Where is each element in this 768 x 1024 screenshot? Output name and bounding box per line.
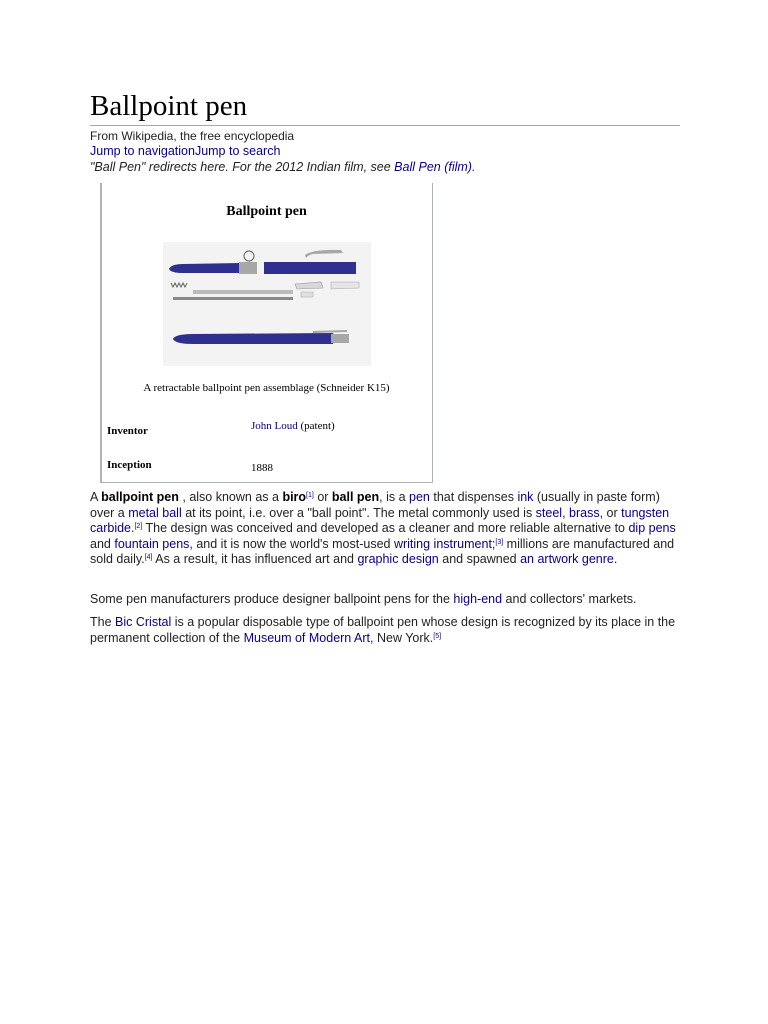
high-end-link[interactable]: high-end <box>453 592 503 606</box>
infobox-label-inventor: Inventor <box>107 425 148 437</box>
assembled-pen-tip <box>331 334 349 343</box>
pen-refill <box>173 297 293 300</box>
assembled-pen-body <box>173 333 333 344</box>
pen-refill-tube <box>193 290 293 294</box>
patent-note: (patent) <box>297 420 335 432</box>
writing-instrument-link[interactable]: writing instrument <box>393 536 492 551</box>
artwork-genre-link[interactable]: an artwork genre <box>520 552 614 566</box>
dip-pens-link[interactable]: dip pens <box>628 521 676 535</box>
pen-metal-collar <box>239 262 257 274</box>
infobox-caption: A retractable ballpoint pen assemblage (Schneider K15) <box>143 382 390 394</box>
jump-to-search-link[interactable]: Jump to search <box>194 144 281 158</box>
hatnote-end: . <box>471 160 476 174</box>
jump-links <box>90 144 280 159</box>
term-biro: biro <box>282 490 307 504</box>
pen-end-cap <box>331 282 359 289</box>
pen-assembly-image <box>163 242 371 366</box>
reference-5-link[interactable]: [5] <box>433 632 442 640</box>
term-ballpoint-pen: ballpoint pen <box>101 490 179 504</box>
infobox-value-inception: 1888 <box>251 462 273 474</box>
reference-3-link[interactable]: [3] <box>495 538 504 546</box>
infobox-image[interactable] <box>163 242 371 366</box>
steel-link[interactable]: steel <box>535 505 563 520</box>
term-ball-pen: ball pen <box>331 490 380 504</box>
metal-ball-link[interactable]: metal ball <box>128 505 182 520</box>
pen-small-part <box>301 292 313 297</box>
brass-link[interactable]: brass <box>569 505 600 520</box>
paragraph-intro: A ballpoint pen , also known as a biro[1] or ball pen, is a pen that dispenses ink (usually in paste form) over a metal ball at its point, i.e. over a "ball point". The metal commonly used is steel, brass, or tungsten carbide.[2] The design was conceived and developed as a cleaner and more reliable alternative to dip pens and fountain pens, and it is now the world's most-used writing instrument;[3] millions are manufactured and sold daily.[4] As a result, it has influenced art and graphic design and spawned an artwork genre. <box>90 490 676 566</box>
paragraph-bic-cristal: The Bic Cristal is a popular disposable type of ballpoint pen whose design is recognized by its place in the permanent collection of the Museum of Modern Art, New York.[5] <box>90 615 676 645</box>
reference-2-link[interactable]: [2] <box>134 523 143 530</box>
image-background <box>163 242 371 366</box>
reference-4-link[interactable]: [4] <box>144 554 153 561</box>
infobox <box>100 183 433 483</box>
graphic-design-link[interactable]: graphic design <box>357 552 439 566</box>
hatnote <box>90 160 475 175</box>
infobox-title: Ballpoint pen <box>226 204 307 219</box>
site-tagline: From Wikipedia, the free encyclopedia <box>90 129 295 143</box>
fountain-pens-link[interactable]: fountain pens <box>114 536 190 551</box>
title-underline <box>90 125 680 126</box>
paragraph-manufacturers: Some pen manufacturers produce designer ballpoint pens for the high-end and collectors' markets. <box>90 592 637 606</box>
ball-pen-film-link[interactable]: Ball Pen (film) <box>394 160 472 174</box>
infobox-border <box>101 183 102 482</box>
infobox-divider <box>101 445 102 459</box>
ink-link[interactable]: ink <box>517 490 534 504</box>
moma-link[interactable]: Museum of Modern Art <box>243 630 371 645</box>
reference-1-link[interactable]: [1] <box>306 492 314 499</box>
hatnote-text: "Ball Pen" redirects here. For the 2012 Indian film, see <box>90 160 395 174</box>
infobox-value-inventor <box>251 420 335 433</box>
jump-to-navigation-link[interactable]: Jump to navigation <box>90 144 195 158</box>
infobox-divider <box>101 411 102 425</box>
pen-link[interactable]: pen <box>409 490 430 504</box>
page-title: Ballpoint pen <box>90 90 248 122</box>
infobox-divider <box>101 235 102 249</box>
john-loud-link[interactable]: John Loud <box>251 420 298 432</box>
tungsten-carbide-link[interactable]: tungsten carbide <box>90 505 670 535</box>
pen-barrel <box>264 262 356 274</box>
bic-cristal-link[interactable]: Bic Cristal <box>115 615 172 629</box>
pen-tip-piece <box>169 263 241 273</box>
infobox-label-inception: Inception <box>107 459 152 471</box>
